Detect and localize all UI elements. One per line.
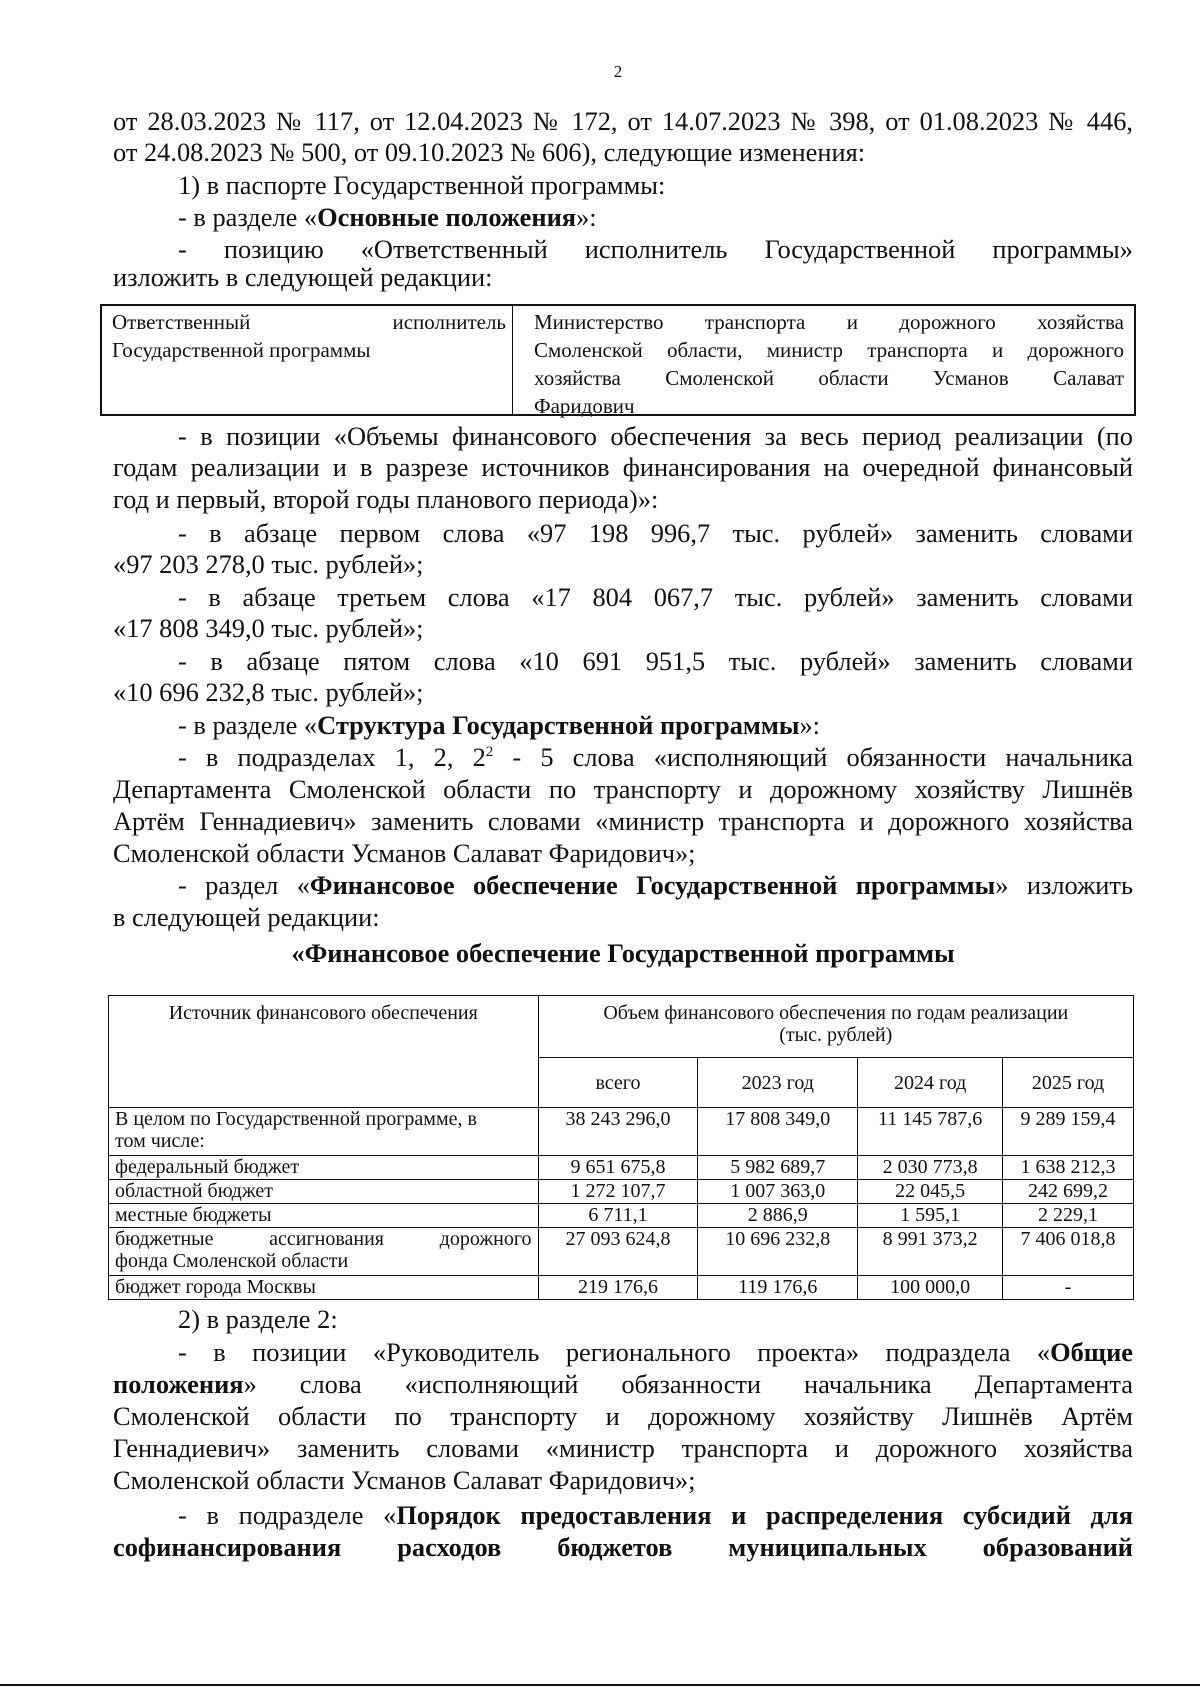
- paragraph-line: от 28.03.2023 № 117, от 12.04.2023 № 172, от 14.07.2023 № 398, от 01.08.2023 № 446,: [113, 106, 1133, 136]
- header-total: всего: [538, 1058, 698, 1108]
- table-row: федеральный бюджет 9 651 675,8 5 982 689,7 2 030 773,8 1 638 212,3: [109, 1156, 1134, 1180]
- header-source: Источник финансового обеспечения: [109, 996, 539, 1108]
- paragraph-line: годам реализации и в разрезе источников финансирования на очередной финансовый: [113, 452, 1133, 482]
- paragraph-line: Департамента Смоленской области по транспорту и дорожному хозяйству Лишнёв: [113, 774, 1133, 804]
- table-row: бюджетные ассигнования дорожного фонда Смоленской области 27 093 624,8 10 696 232,8 8 991 373,2 7 406 018,8: [109, 1228, 1134, 1276]
- paragraph-line: «97 203 278,0 тыс. рублей»;: [113, 549, 424, 579]
- section-structure: - в разделе «Структура Государственной программы»:: [178, 710, 820, 740]
- responsible-table: [100, 304, 1136, 416]
- table-cell: хозяйства Смоленской области Усманов Салават: [534, 366, 1124, 390]
- paragraph-line: изложить в следующей редакции:: [113, 262, 493, 292]
- paragraph-line: - в позиции «Руководитель регионального проекта» подраздела «Общие: [178, 1337, 1133, 1367]
- table-cell: Государственной программы: [112, 338, 371, 362]
- table-row: бюджет города Москвы 219 176,6 119 176,6 100 000,0 -: [109, 1276, 1134, 1300]
- header-2024: 2024 год: [858, 1058, 1003, 1108]
- paragraph-line: «17 808 349,0 тыс. рублей»;: [113, 613, 424, 643]
- paragraph-line: - в подразделе «Порядок предоставления и распределения субсидий для: [178, 1500, 1133, 1530]
- table-cell: Ответственный исполнитель: [112, 310, 506, 334]
- section-basic-provisions: - в разделе «Основные положения»:: [178, 202, 597, 232]
- list-item-2: 2) в разделе 2:: [178, 1304, 338, 1334]
- paragraph-line: положения» слова «исполняющий обязанности начальника Департамента: [113, 1369, 1133, 1399]
- paragraph-line: Геннадиевич» заменить словами «министр транспорта и дорожного хозяйства: [113, 1433, 1133, 1463]
- paragraph-line: софинансирования расходов бюджетов муниципальных образований: [113, 1532, 1133, 1562]
- section-financing: - раздел «Финансовое обеспечение Государственной программы» изложить: [178, 870, 1133, 900]
- paragraph-line: год и первый, второй годы планового периода)»:: [113, 484, 659, 514]
- table-title: «Финансовое обеспечение Государственной программы: [291, 938, 955, 968]
- paragraph-line: - в абзаце третьем слова «17 804 067,7 тыс. рублей» заменить словами: [178, 582, 1133, 612]
- paragraph-line: - позицию «Ответственный исполнитель Государственной программы»: [178, 234, 1133, 264]
- paragraph-line: Смоленской области Усманов Салават Фаридович»;: [113, 838, 696, 868]
- table-row: областной бюджет 1 272 107,7 1 007 363,0 22 045,5 242 699,2: [109, 1180, 1134, 1204]
- financing-table: [108, 995, 1134, 1300]
- list-item-1: 1) в паспорте Государственной программы:: [178, 170, 666, 200]
- paragraph-line: - в подразделах 1, 2, $2^2 - 5$ слова «исполняющий обязанности начальника: [178, 742, 1133, 772]
- header-2023: 2023 год: [698, 1058, 858, 1108]
- paragraph-line: - в абзаце пятом слова «10 691 951,5 тыс. рублей» заменить словами: [178, 646, 1133, 676]
- table-row: В целом по Государственной программе, в том числе: 38 243 296,0 17 808 349,0 11 145 787,6 9 289 159,4: [109, 1108, 1134, 1156]
- table-cell: Министерство транспорта и дорожного хозяйства: [534, 310, 1124, 334]
- paragraph-line: - в абзаце первом слова «97 198 996,7 тыс. рублей» заменить словами: [178, 518, 1133, 548]
- paragraph-line: Артём Геннадиевич» заменить словами «министр транспорта и дорожного хозяйства: [113, 806, 1133, 836]
- paragraph-line: - в позиции «Объемы финансового обеспечения за весь период реализации (по: [178, 421, 1133, 451]
- table-row: местные бюджеты 6 711,1 2 886,9 1 595,1 2 229,1: [109, 1204, 1134, 1228]
- paragraph-line: Смоленской области по транспорту и дорожному хозяйству Лишнёв Артём: [113, 1401, 1133, 1431]
- page-number: 2: [613, 62, 623, 81]
- paragraph-line: в следующей редакции:: [113, 902, 380, 932]
- page-bottom-rule: [0, 1684, 1200, 1686]
- table-cell: Смоленской области, министр транспорта и дорожного: [534, 338, 1124, 362]
- paragraph-line: от 24.08.2023 № 500, от 09.10.2023 № 606), следующие изменения:: [113, 137, 866, 167]
- paragraph-line: Смоленской области Усманов Салават Фаридович»;: [113, 1465, 696, 1495]
- table-cell: Фаридович: [534, 394, 635, 418]
- header-volume: Объем финансового обеспечения по годам реализации (тыс. рублей): [538, 996, 1133, 1058]
- paragraph-line: «10 696 232,8 тыс. рублей»;: [113, 677, 424, 707]
- header-2025: 2025 год: [1003, 1058, 1134, 1108]
